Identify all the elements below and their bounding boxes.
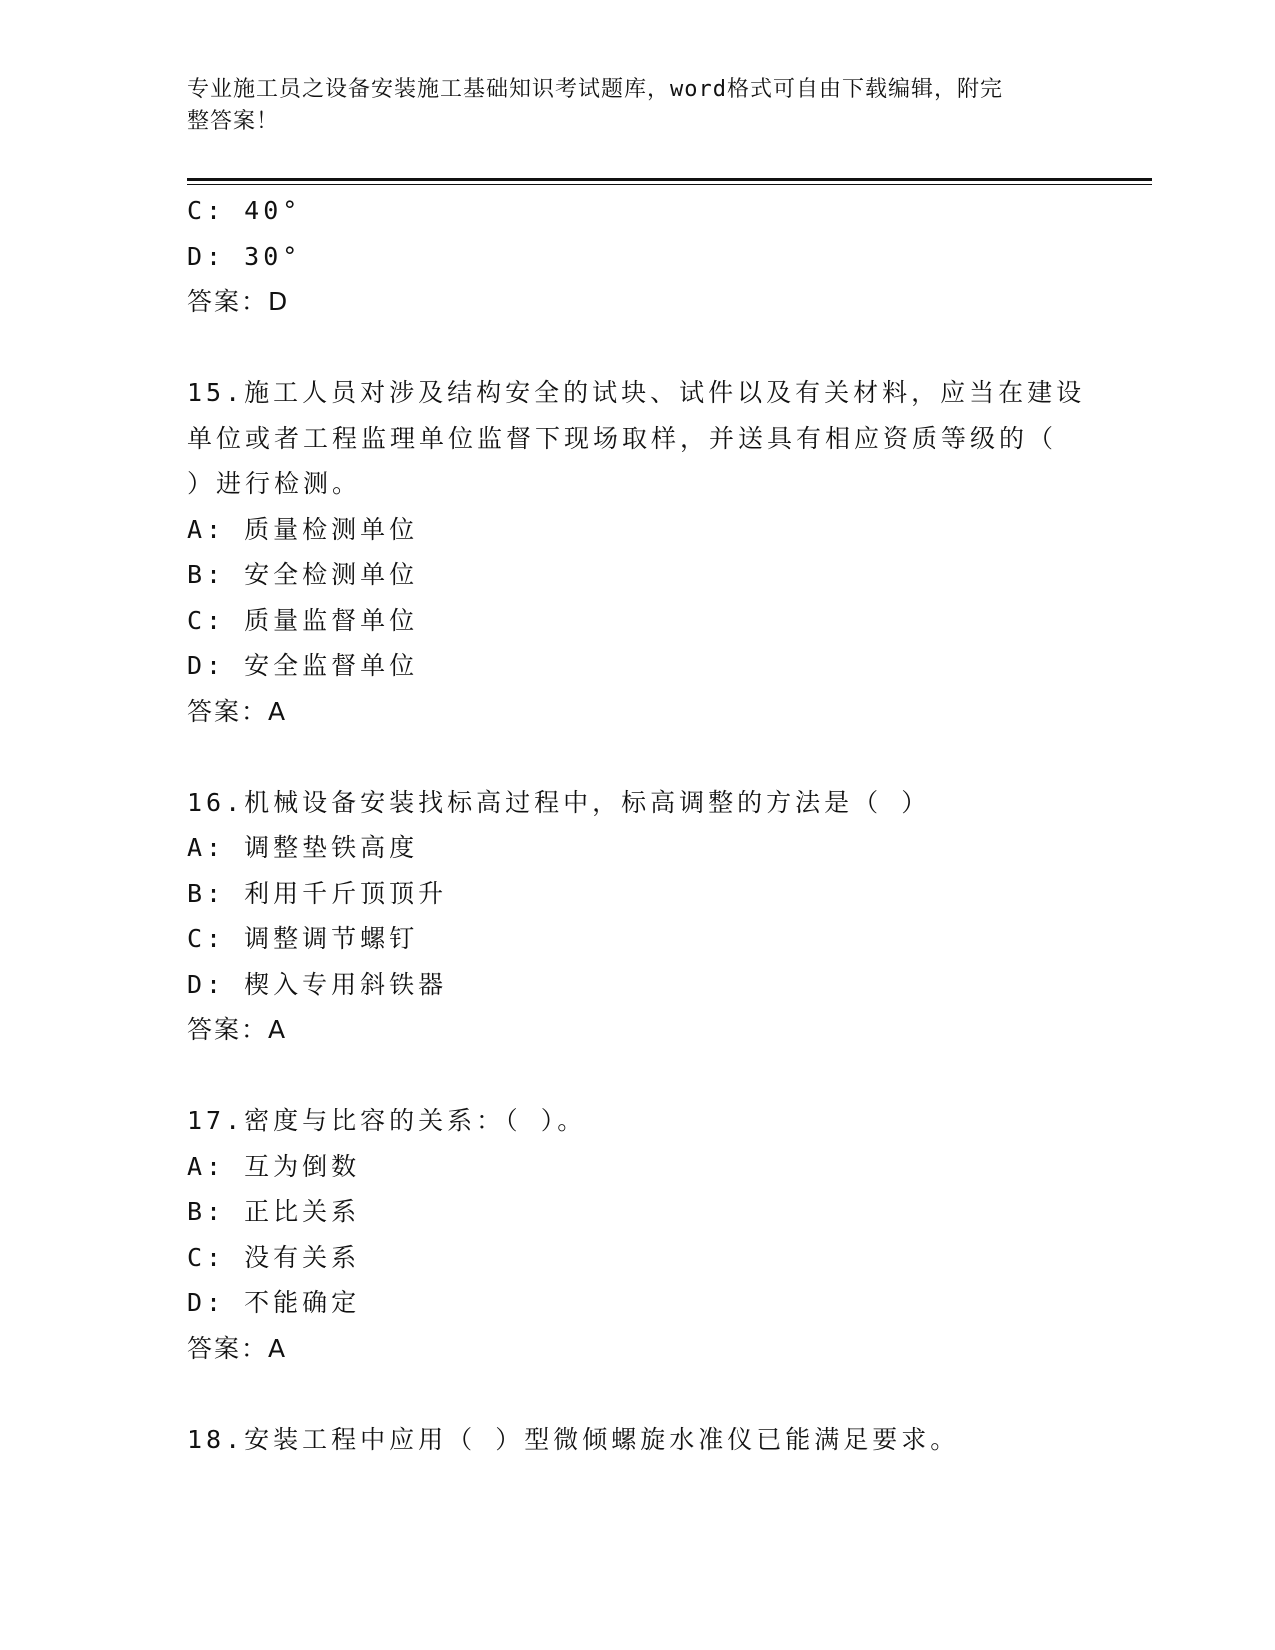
option-a: A: 调整垫铁高度: [187, 833, 419, 862]
question-14-tail: [187, 188, 1087, 325]
header-divider-thick: [187, 178, 1152, 181]
question-stem-line: 15.施工人员对涉及结构安全的试块、试件以及有关材料，应当在建设: [187, 378, 1086, 407]
option-d: D: 不能确定: [187, 1288, 361, 1317]
header-title-line-2: 整答案！: [187, 109, 280, 134]
answer: 答案：A: [187, 696, 288, 726]
option-a: A: 质量检测单位: [187, 514, 419, 544]
question-15: [187, 370, 1087, 734]
question-17: [187, 1098, 1087, 1371]
question-18: [187, 1417, 1087, 1463]
question-content: [187, 188, 1087, 1462]
answer: 答案：A: [187, 1015, 288, 1044]
question-stem-line: 单位或者工程监理单位监督下现场取样，并送具有相应资质等级的（: [187, 423, 1058, 453]
question-stem-line: 17.密度与比容的关系：（ ）。: [187, 1106, 587, 1135]
option-d: D: 30°: [187, 241, 302, 271]
header-divider-thin: [187, 184, 1152, 185]
question-stem-line: 16.机械设备安装找标高过程中，标高调整的方法是（ ）: [187, 787, 931, 817]
option-d: D: 楔入专用斜铁器: [187, 969, 448, 999]
page-header: [187, 74, 1067, 138]
question-16: [187, 780, 1087, 1053]
option-c: C: 40°: [187, 196, 302, 225]
option-b: B: 正比关系: [187, 1197, 361, 1226]
spacer: [187, 325, 1087, 371]
option-c: C: 质量监督单位: [187, 605, 419, 635]
header-title-line-1: 专业施工员之设备安装施工基础知识考试题库，word格式可自由下载编辑，附完: [187, 77, 1003, 102]
spacer: [187, 734, 1087, 780]
answer: 答案：D: [187, 287, 290, 316]
option-b: B: 安全检测单位: [187, 560, 419, 589]
spacer: [187, 1371, 1087, 1417]
question-stem-line: ）进行检测。: [187, 469, 362, 498]
option-b: B: 利用千斤顶顶升: [187, 878, 448, 908]
option-a: A: 互为倒数: [187, 1151, 361, 1181]
option-c: C: 没有关系: [187, 1242, 361, 1272]
option-c: C: 调整调节螺钉: [187, 924, 419, 953]
question-stem-line: 18.安装工程中应用（ ）型微倾螺旋水准仪已能满足要求。: [187, 1424, 960, 1454]
option-d: D: 安全监督单位: [187, 651, 419, 680]
answer: 答案：A: [187, 1333, 288, 1363]
spacer: [187, 1053, 1087, 1099]
